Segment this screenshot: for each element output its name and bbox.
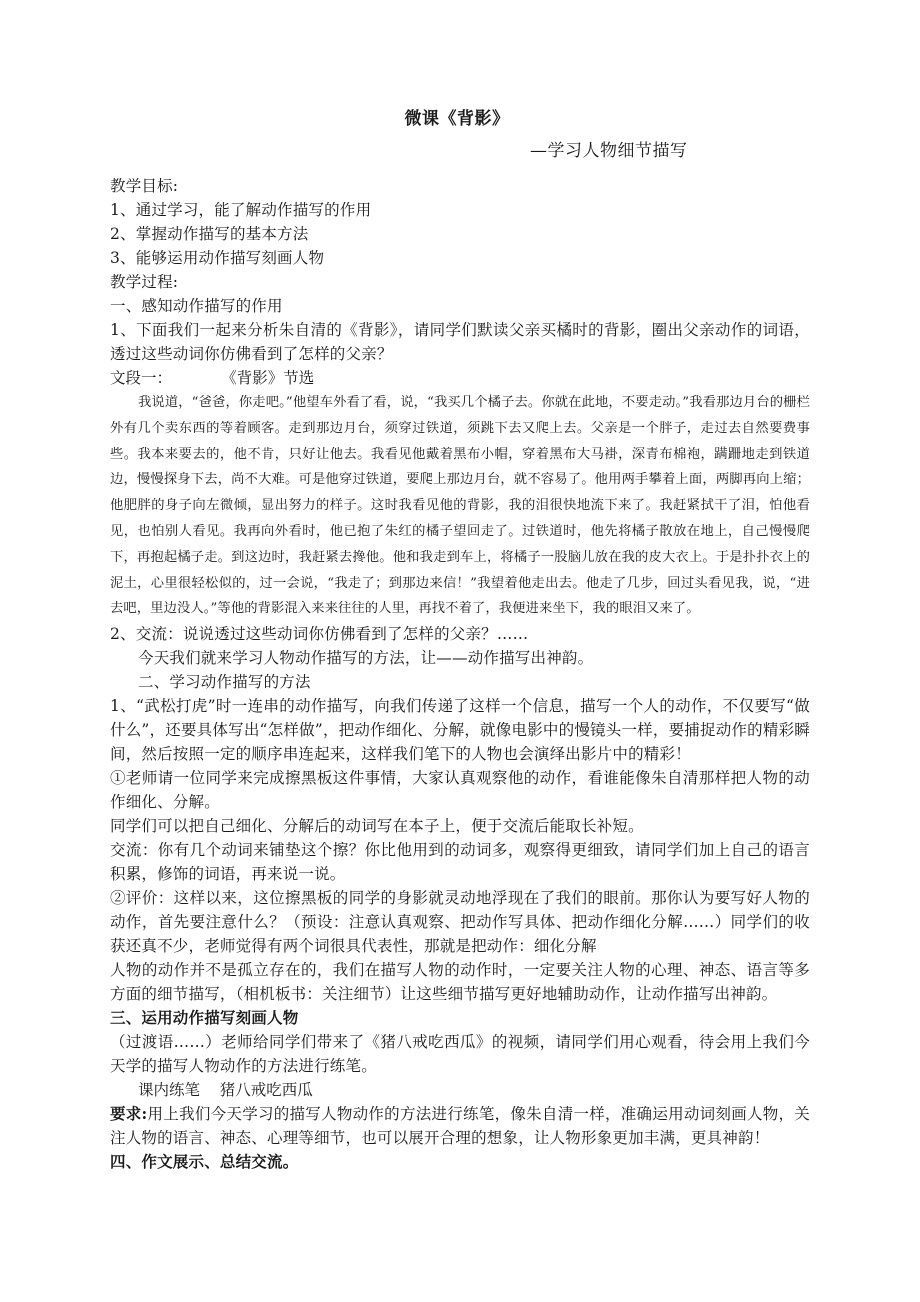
practice-line bbox=[110, 1078, 810, 1102]
section-four-heading: 四、作文展示、总结交流。 bbox=[110, 1152, 299, 1172]
page-subtitle: —学习人物细节描写 bbox=[530, 141, 688, 161]
requirement-paragraph bbox=[110, 1102, 810, 1150]
section-two-item-1: 1、“武松打虎”时一连串的动作描写，向我们传递了这样一个信息，描写一个人的动作，不仅要写“做什么”，还要具体写出“怎样做”，把动作细化、分解，就像电影中的慢镜头一样，要捕捉动作的精彩瞬间，然后按照一定的顺序串连起来，这样我们笔下的人物也会演绎出影片中的精彩！ bbox=[110, 697, 810, 764]
process-heading: 教学过程: bbox=[110, 273, 179, 291]
section-two-item-circle-2: ②评价：这样以来，这位擦黑板的同学的身影就灵动地浮现在了我们的眼前。那你认为要写好人物的动作，首先要注意什么？（预设：注意认真观察、把动作写具体、把动作细化分解……）同学们的收获还真不少，老师觉得有两个词很具代表性，那就是把动作：细化分解 bbox=[110, 889, 810, 956]
objective-item-3: 3、能够运用动作描写刻画人物 bbox=[110, 249, 325, 267]
excerpt-label: 文段一： bbox=[110, 369, 173, 387]
section-one-item-1: 1、下面我们一起来分析朱自清的《背影》，请同学们默读父亲买橘时的背影，圈出父亲动作的词语，透过这些动词你仿佛看到了怎样的父亲？ bbox=[110, 321, 810, 363]
section-two-summary: 人物的动作并不是孤立存在的，我们在描写人物的动作时，一定要关注人物的心理、神态、语言等多方面的细节描写，（相机板书：关注细节）让这些细节描写更好地辅助动作，让动作描写出神韵。 bbox=[110, 961, 810, 1004]
objectives-heading: 教学目标: bbox=[110, 177, 179, 195]
section-three-transition: （过渡语……）老师给同学们带来了《猪八戒吃西瓜》的视频，请同学们用心观看，待会用上我们今天学的描写人物动作的方法进行练笔。 bbox=[110, 1033, 810, 1076]
excerpt-title: 《背影》节选 bbox=[221, 369, 315, 387]
section-one-item-2: 2、交流：说说透过这些动词你仿佛看到了怎样的父亲？…… bbox=[110, 625, 529, 644]
requirement-text: 用上我们今天学习的描写人物动作的方法进行练笔，像朱自清一样，准确运用动词刻画人物，关注人物的语言、神态、心理等细节，也可以展开合理的想象，让人物形象更加丰满，更具神韵！ bbox=[110, 1105, 811, 1148]
section-three-heading: 三、运用动作描写刻画人物 bbox=[110, 1008, 299, 1028]
objective-item-1: 1、通过学习，能了解动作描写的作用 bbox=[110, 201, 372, 219]
excerpt-header bbox=[110, 366, 810, 390]
section-two-heading: 二、学习动作描写的方法 bbox=[138, 673, 311, 692]
practice-label: 课内练笔 bbox=[138, 1081, 201, 1100]
section-two-item-circle-1: ①老师请一位同学来完成擦黑板这件事情，大家认真观察他的动作，看谁能像朱自清那样把人物的动作细化、分解。 bbox=[110, 769, 810, 812]
objective-item-2: 2、掌握动作描写的基本方法 bbox=[110, 225, 309, 243]
section-one-item-2-follow: 今天我们就来学习人物动作描写的方法，让——动作描写出神韵。 bbox=[138, 649, 594, 668]
excerpt-body: 我说道，“爸爸，你走吧。”他望车外看了看，说，“我买几个橘子去。你就在此地，不要走动。”我看那边月台的栅栏外有几个卖东西的等着顾客。走到那边月台，须穿过铁道，须跳下去又爬上去。父亲是一个胖子，走过去自然要费事些。我本来要去的，他不肯，只好让他去。我看见他戴着黑布小帽，穿着黑布大马褂，深青布棉袍，蹒跚地走到铁道边，慢慢探身下去，尚不大难。可是他穿过铁道，要爬上那边月台，就不容易了。他用两手攀着上面，两脚再向上缩；他肥胖的身子向左微倾，显出努力的样子。这时我看见他的背影，我的泪很快地流下来了。我赶紧拭干了泪，怕他看见，也怕别人看见。我再向外看时，他已抱了朱红的橘子望回走了。过铁道时，他先将橘子散放在地上，自己慢慢爬下，再抱起橘子走。到这边时，我赶紧去搀他。他和我走到车上，将橘子一股脑儿放在我的皮大衣上。于是扑扑衣上的泥土，心里很轻松似的，过一会说，“我走了；到那边来信！”我望着他走出去。他走了几步，回过头看见我，说，“进去吧，里边没人。”等他的背影混入来来往往的人里，再找不着了，我便进来坐下，我的眼泪又来了。 bbox=[110, 395, 810, 617]
section-two-note: 同学们可以把自己细化、分解后的动词写在本子上，便于交流后能取长补短。 bbox=[110, 817, 644, 836]
section-two-exchange: 交流：你有几个动词来铺垫这个擦？你比他用到的动词多，观察得更细致，请同学们加上自己的语言积累，修饰的词语，再来说一说。 bbox=[110, 841, 810, 884]
page-title: 微课《背影》 bbox=[404, 109, 510, 129]
requirement-label: 要求: bbox=[110, 1104, 148, 1124]
section-one-heading: 一、感知动作描写的作用 bbox=[110, 297, 283, 315]
practice-topic: 猪八戒吃西瓜 bbox=[219, 1081, 313, 1100]
